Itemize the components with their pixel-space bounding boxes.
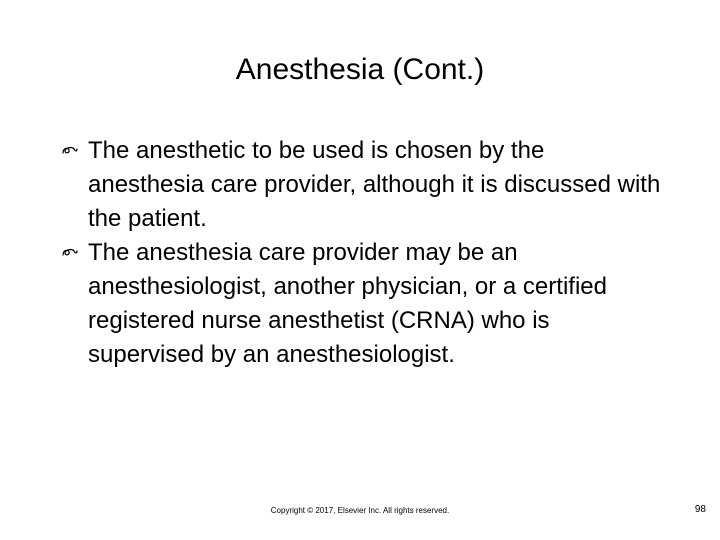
page-number: 98 bbox=[694, 504, 706, 515]
bullet-list bbox=[64, 134, 664, 372]
slide-title: Anesthesia (Cont.) bbox=[235, 53, 485, 86]
swirl-bullet-icon bbox=[60, 236, 84, 270]
copyright-footer: Copyright © 2017, Elsevier Inc. All rights reserved. bbox=[270, 506, 450, 515]
bullet-text: The anesthesia care provider may be an anesthesiologist, another physician, or a certified registered nurse anesthetist (CRNA) who is supervised by an anesthesiologist. bbox=[88, 239, 607, 368]
swirl-bullet-icon bbox=[60, 134, 84, 168]
bullet-item bbox=[64, 236, 664, 372]
bullet-item bbox=[64, 134, 664, 236]
bullet-text: The anesthetic to be used is chosen by the anesthesia care provider, although it is discussed with the patient. bbox=[88, 137, 661, 232]
